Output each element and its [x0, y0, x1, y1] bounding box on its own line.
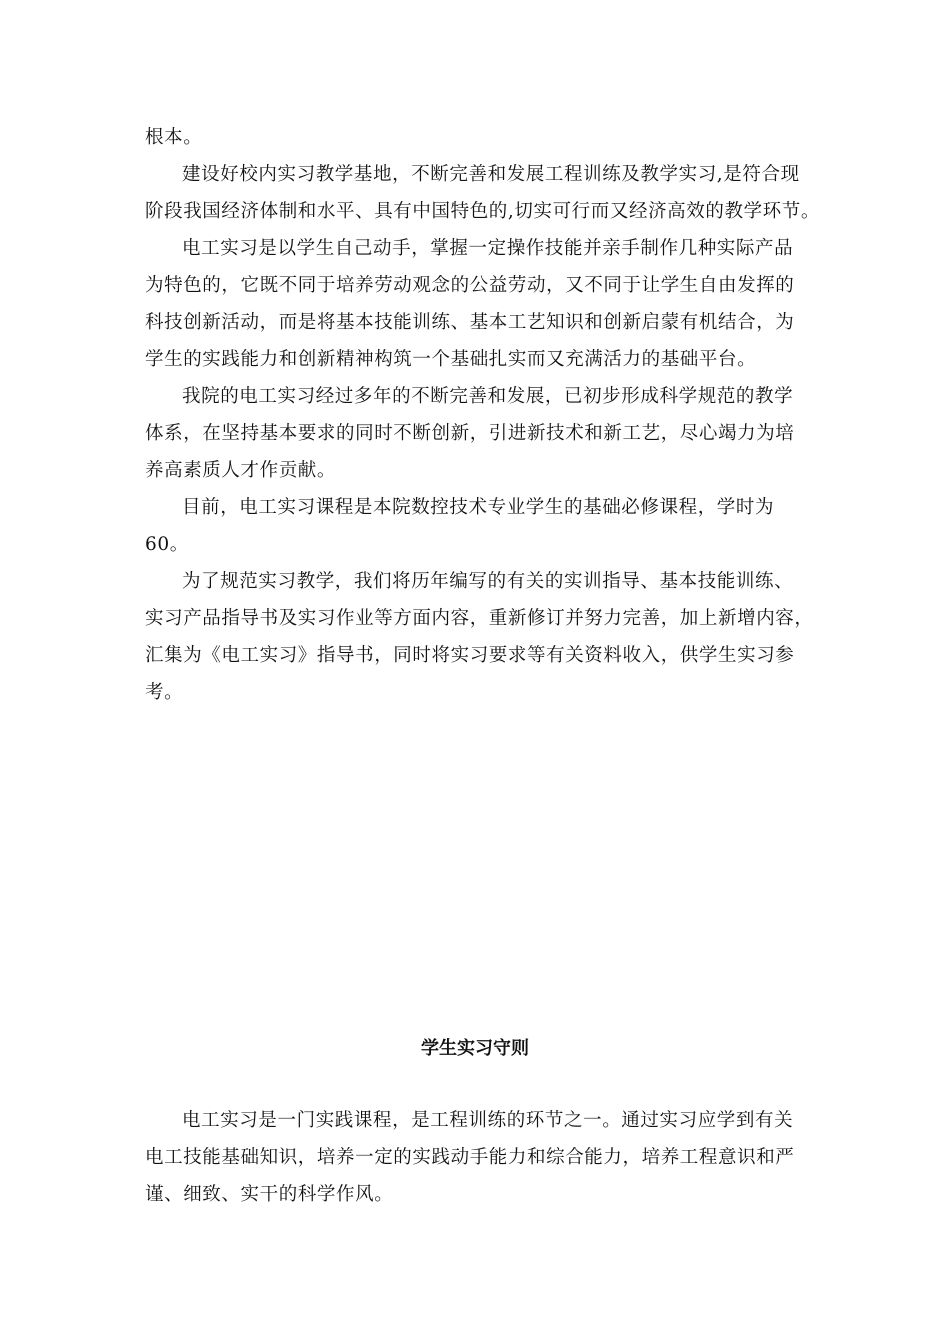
- text-line: 学生的实践能力和创新精神构筑一个基础扎实而又充满活力的基础平台。: [145, 349, 757, 370]
- text-line: 谨、细致、实干的科学作风。: [145, 1184, 394, 1205]
- text-line: 目前，电工实习课程是本院数控技术专业学生的基础必修课程，学时为: [182, 497, 775, 518]
- text-line: 实习产品指导书及实习作业等方面内容，重新修订并努力完善，加上新增内容，: [145, 608, 814, 629]
- text-line: 建设好校内实习教学基地，不断完善和发展工程训练及教学实习,是符合现: [182, 164, 800, 185]
- text-line: 体系，在坚持基本要求的同时不断创新，引进新技术和新工艺，尽心竭力为培: [145, 423, 795, 444]
- text-line: 电工实习是一门实践课程，是工程训练的环节之一。通过实习应学到有关: [182, 1110, 794, 1131]
- text-line: 60。: [145, 534, 189, 555]
- text-line: 阶段我国经济体制和水平、具有中国特色的,切实可行而又经济高效的教学环节。: [145, 201, 820, 222]
- text-line: 科技创新活动，而是将基本技能训练、基本工艺知识和创新启蒙有机结合，为: [145, 312, 795, 333]
- text-line: 为特色的，它既不同于培养劳动观念的公益劳动，又不同于让学生自由发挥的: [145, 275, 795, 296]
- text-line: 电工实习是以学生自己动手，掌握一定操作技能并亲手制作几种实际产品: [182, 238, 794, 259]
- text-line: 养高素质人才作贡献。: [145, 460, 337, 481]
- text-line: 汇集为《电工实习》指导书，同时将实习要求等有关资料收入，供学生实习参: [145, 645, 795, 666]
- section-title: 学生实习守则: [421, 1038, 529, 1059]
- text-line: 我院的电工实习经过多年的不断完善和发展，已初步形成科学规范的教学: [182, 386, 794, 407]
- text-line: 电工技能基础知识，培养一定的实践动手能力和综合能力，培养工程意识和严: [145, 1147, 795, 1168]
- text-line: 根本。: [145, 127, 203, 148]
- text-line: 为了规范实习教学，我们将历年编写的有关的实训指导、基本技能训练、: [182, 571, 794, 592]
- text-line: 考。: [145, 682, 184, 703]
